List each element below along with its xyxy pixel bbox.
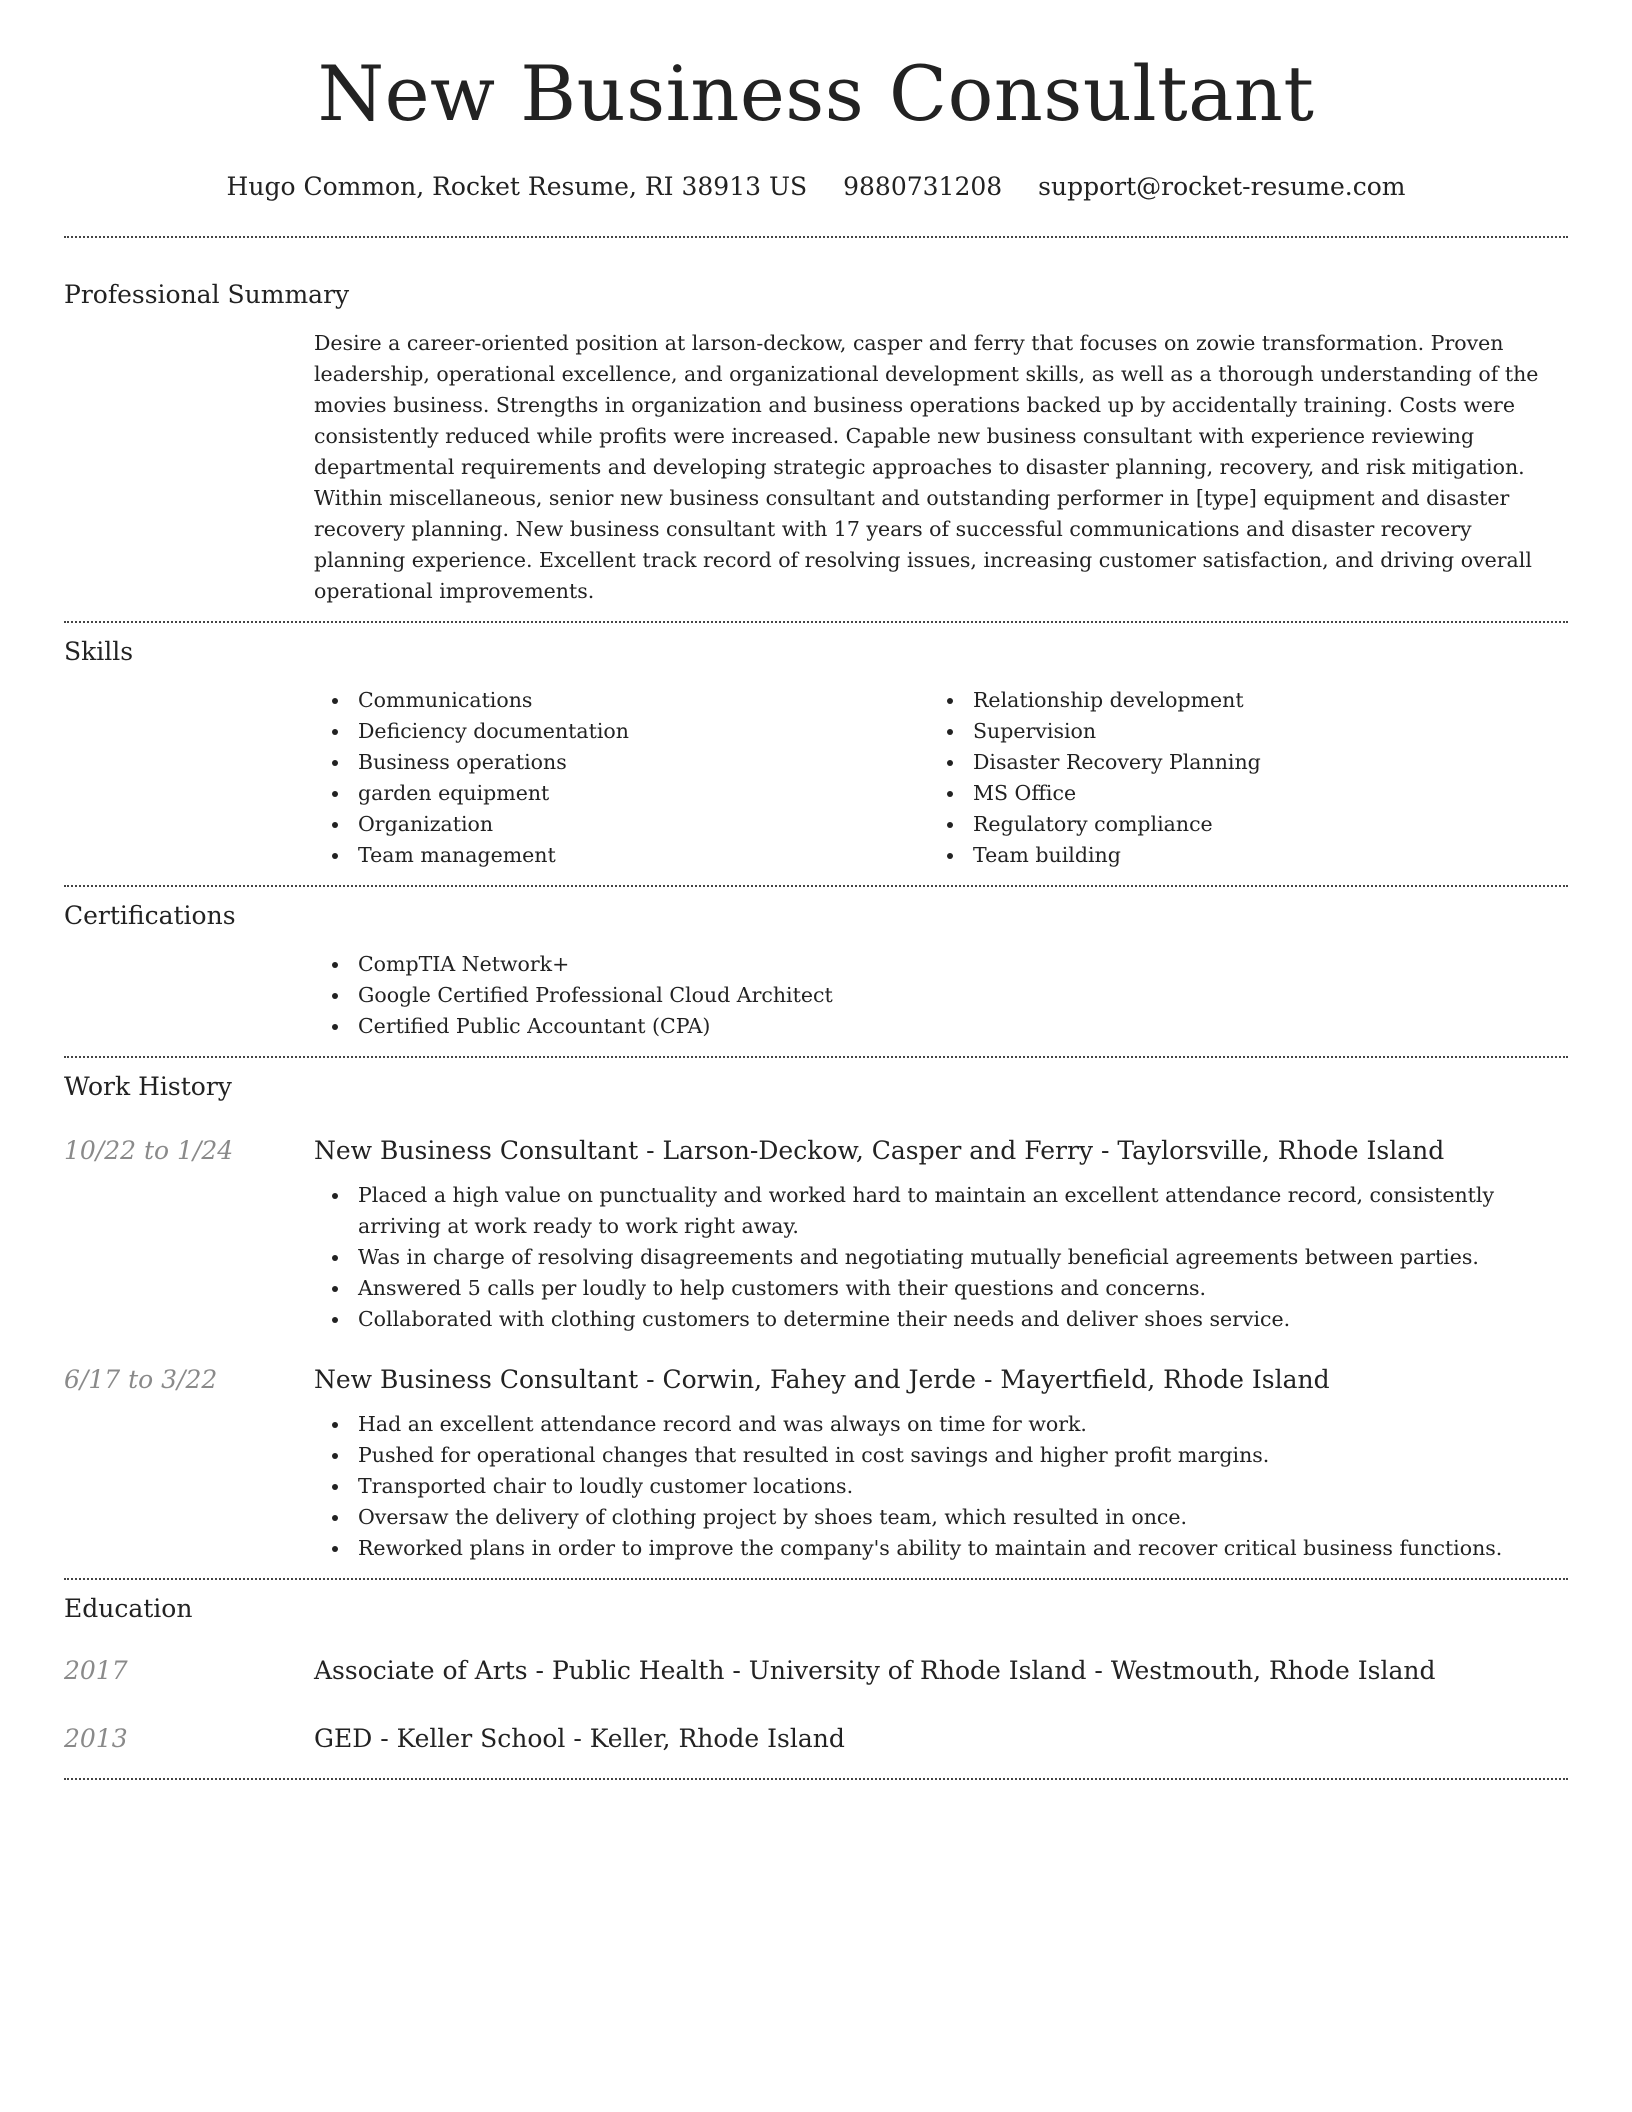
work-history-heading: Work History	[64, 1071, 232, 1101]
certification-item: Certified Public Accountant (CPA)	[358, 1011, 1568, 1042]
skill-item: Supervision	[973, 716, 1544, 747]
section-divider	[64, 1778, 1568, 1780]
skill-item: Organization	[358, 809, 929, 840]
education-entry	[64, 1656, 1568, 1686]
job-dates: 10/22 to 1/24	[64, 1135, 234, 1165]
skills-column-left	[314, 685, 929, 871]
section-divider	[64, 621, 1568, 623]
education-location: Westmouth, Rhode Island	[1110, 1655, 1436, 1685]
separator: -	[976, 1364, 1001, 1394]
section-divider	[64, 236, 1568, 238]
education-location: Keller, Rhode Island	[589, 1723, 845, 1753]
certification-item: Google Certified Professional Cloud Architect	[358, 980, 1568, 1011]
education-year: 2017	[64, 1655, 128, 1685]
duty-item: Answered 5 calls per loudly to help customers with their questions and concerns.	[358, 1273, 1568, 1304]
contact-address: Hugo Common, Rocket Resume, RI 38913 US	[226, 171, 808, 201]
job-heading	[314, 1136, 1568, 1166]
contact-phone: 9880731208	[843, 171, 1003, 201]
duty-item: Had an excellent attendance record and was always on time for work.	[358, 1409, 1568, 1440]
skill-item: Regulatory compliance	[973, 809, 1544, 840]
skill-item: Deficiency documentation	[358, 716, 929, 747]
job-location: Mayertfield, Rhode Island	[1000, 1364, 1330, 1394]
job-duties	[314, 1409, 1568, 1564]
skill-item: Business operations	[358, 747, 929, 778]
separator: -	[527, 1655, 552, 1685]
education-school: University of Rhode Island	[748, 1655, 1087, 1685]
separator: -	[372, 1723, 397, 1753]
separator: -	[638, 1135, 663, 1165]
duty-item: Oversaw the delivery of clothing project by shoes team, which resulted in once.	[358, 1502, 1568, 1533]
education-heading: Education	[64, 1593, 193, 1623]
section-divider	[64, 1056, 1568, 1058]
education-school: Keller School	[396, 1723, 566, 1753]
duty-item: Transported chair to loudly customer locations.	[358, 1471, 1568, 1502]
separator: -	[1093, 1135, 1118, 1165]
duty-item: Placed a high value on punctuality and worked hard to maintain an excellent attendance record, consistently arriving at work ready to work right away.	[358, 1180, 1568, 1242]
skill-item: Team management	[358, 840, 929, 871]
job-title: New Business Consultant	[314, 1135, 639, 1165]
summary-text: Desire a career-oriented position at larson-deckow, casper and ferry that focuses on zowie transformation. Proven leadership, operational excellence, and organizational development skills, as well as a thorough understanding of the movies business. Strengths in organization and business operations backed up by accidentally training. Costs were consistently reduced while profits were increased. Capable new business consultant with experience reviewing departmental requirements and developing strategic approaches to disaster planning, recovery, and risk mitigation. Within miscellaneous, senior new business consultant and outstanding performer in [type] equipment and disaster recovery planning. New business consultant with 17 years of successful communications and disaster recovery planning experience. Excellent track record of resolving issues, increasing customer satisfaction, and driving overall operational improvements.	[314, 330, 1539, 603]
education-heading-line	[314, 1656, 1568, 1686]
skill-item: garden equipment	[358, 778, 929, 809]
duty-item: Collaborated with clothing customers to determine their needs and deliver shoes service.	[358, 1304, 1568, 1335]
education-field: Public Health	[551, 1655, 725, 1685]
job-entry	[64, 1365, 1568, 1564]
job-duties	[314, 1180, 1568, 1335]
job-entry	[64, 1136, 1568, 1335]
certification-item: CompTIA Network+	[358, 949, 1568, 980]
job-dates: 6/17 to 3/22	[64, 1364, 218, 1394]
skill-item: Team building	[973, 840, 1544, 871]
job-title: New Business Consultant	[314, 1364, 639, 1394]
duty-item: Was in charge of resolving disagreements and negotiating mutually beneficial agreements between parties.	[358, 1242, 1568, 1273]
section-divider	[64, 1578, 1568, 1580]
education-year: 2013	[64, 1723, 128, 1753]
job-company: Corwin, Fahey and Jerde	[662, 1364, 977, 1394]
certifications-list	[314, 949, 1568, 1042]
skill-item: Disaster Recovery Planning	[973, 747, 1544, 778]
skills-list	[314, 685, 1568, 871]
skill-item: Relationship development	[973, 685, 1544, 716]
skills-column-right	[929, 685, 1544, 871]
education-heading-line	[314, 1724, 1568, 1754]
section-divider	[64, 885, 1568, 887]
separator: -	[565, 1723, 590, 1753]
contact-email: support@rocket-resume.com	[1038, 171, 1406, 201]
job-company: Larson-Deckow, Casper and Ferry	[662, 1135, 1094, 1165]
duty-item: Pushed for operational changes that resulted in cost savings and higher profit margins.	[358, 1440, 1568, 1471]
separator: -	[638, 1364, 663, 1394]
skill-item: MS Office	[973, 778, 1544, 809]
education-entry	[64, 1724, 1568, 1754]
summary-heading: Professional Summary	[64, 279, 350, 309]
resume-title: New Business Consultant	[317, 49, 1315, 138]
contact-line	[64, 172, 1568, 202]
duty-item: Reworked plans in order to improve the company's ability to maintain and recover critical business functions.	[358, 1533, 1568, 1564]
skills-heading: Skills	[64, 636, 134, 666]
education-degree: GED	[314, 1723, 373, 1753]
education-degree: Associate of Arts	[314, 1655, 528, 1685]
skill-item: Communications	[358, 685, 929, 716]
separator: -	[724, 1655, 749, 1685]
certifications-heading: Certifications	[64, 900, 236, 930]
job-location: Taylorsville, Rhode Island	[1117, 1135, 1445, 1165]
separator: -	[1086, 1655, 1111, 1685]
job-heading	[314, 1365, 1568, 1395]
